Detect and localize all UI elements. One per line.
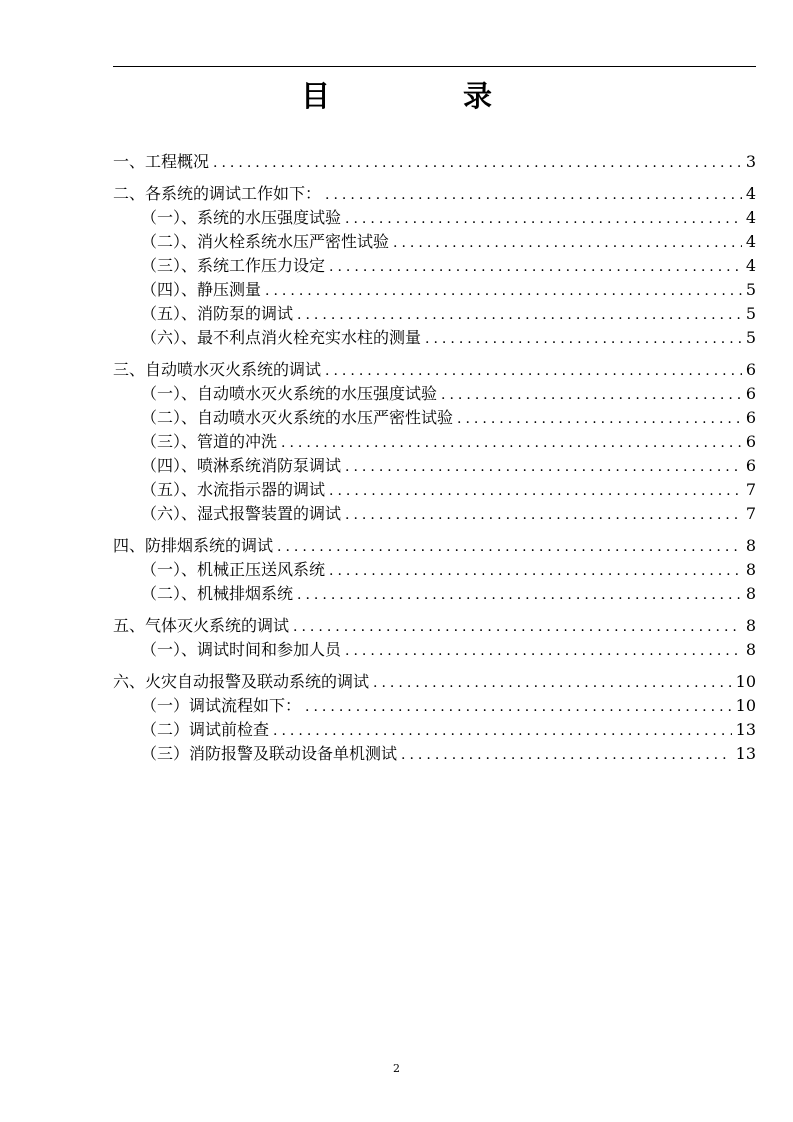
toc-entry[interactable] — [113, 326, 756, 350]
toc-entry[interactable] — [113, 502, 756, 526]
toc-entry[interactable] — [113, 718, 756, 742]
toc-entry-page: 8 — [745, 536, 756, 555]
toc-entry-page: 5 — [745, 280, 756, 299]
toc-entry-title: （一）调试流程如下： — [141, 696, 302, 715]
toc-entry-page: 4 — [745, 208, 756, 227]
page-number: 2 — [393, 1062, 400, 1075]
toc-dot-leader — [373, 671, 732, 695]
toc-entry[interactable] — [113, 638, 756, 662]
toc-entry-page: 13 — [735, 720, 756, 739]
toc-dot-leader — [329, 479, 742, 503]
toc-dot-leader — [305, 695, 732, 719]
toc-dot-leader — [213, 151, 742, 175]
toc-dot-leader — [325, 359, 742, 383]
toc-entry-page: 8 — [745, 616, 756, 635]
page-title: 目 录 — [300, 79, 544, 113]
toc-entry-page: 6 — [745, 456, 756, 475]
toc-entry-title: （六）、最不利点消火栓充实水柱的测量 — [141, 328, 422, 347]
toc-dot-leader — [393, 231, 742, 255]
toc-dot-leader — [329, 559, 742, 583]
toc-entry[interactable] — [113, 206, 756, 230]
toc-dot-leader — [457, 407, 742, 431]
toc-entry-title: （一）、机械正压送风系统 — [141, 560, 326, 579]
toc-entry[interactable] — [113, 150, 756, 174]
toc-entry-title: （一）、自动喷水灭火系统的水压强度试验 — [141, 384, 438, 403]
toc-entry-page: 7 — [745, 480, 756, 499]
toc-entry-title: 二、各系统的调试工作如下： — [113, 184, 322, 203]
toc-dot-leader — [345, 207, 742, 231]
toc-entry-title: （四）、喷淋系统消防泵调试 — [141, 456, 342, 475]
toc-entry-page: 8 — [745, 584, 756, 603]
toc-dot-leader — [401, 743, 732, 767]
toc-entry[interactable] — [113, 534, 756, 558]
toc-entry-title: （二）、消火栓系统水压严密性试验 — [141, 232, 390, 251]
toc-entry-page: 4 — [745, 184, 756, 203]
toc-entry[interactable] — [113, 406, 756, 430]
header-rule — [113, 66, 756, 67]
toc-entry[interactable] — [113, 454, 756, 478]
toc-dot-leader — [273, 719, 732, 743]
toc-entry[interactable] — [113, 358, 756, 382]
toc-dot-leader — [277, 535, 742, 559]
toc-entry-page: 3 — [745, 152, 756, 171]
toc-entry-page: 5 — [745, 328, 756, 347]
toc-entry-page: 8 — [745, 640, 756, 659]
toc-entry-title: 五、气体灭火系统的调试 — [113, 616, 290, 635]
toc-entry[interactable] — [113, 254, 756, 278]
toc-dot-leader — [345, 503, 742, 527]
toc-entry-page: 6 — [745, 360, 756, 379]
toc-entry-title: （二）、机械排烟系统 — [141, 584, 294, 603]
table-of-contents — [113, 150, 756, 766]
toc-entry-page: 10 — [735, 696, 756, 715]
toc-entry-page: 7 — [745, 504, 756, 523]
toc-entry-title: （三）消防报警及联动设备单机测试 — [141, 744, 398, 763]
toc-entry-title: （六）、湿式报警装置的调试 — [141, 504, 342, 523]
toc-entry-title: （三）、管道的冲洗 — [141, 432, 278, 451]
toc-entry-title: （一）、调试时间和参加人员 — [141, 640, 342, 659]
toc-entry[interactable] — [113, 478, 756, 502]
toc-entry-title: （五）、消防泵的调试 — [141, 304, 294, 323]
toc-entry[interactable] — [113, 558, 756, 582]
toc-dot-leader — [441, 383, 742, 407]
toc-dot-leader — [297, 303, 742, 327]
toc-entry[interactable] — [113, 582, 756, 606]
toc-entry-title: （五）、水流指示器的调试 — [141, 480, 326, 499]
toc-entry-title: 四、防排烟系统的调试 — [113, 536, 274, 555]
toc-entry[interactable] — [113, 670, 756, 694]
toc-entry-title: （一）、系统的水压强度试验 — [141, 208, 342, 227]
toc-entry-page: 6 — [745, 432, 756, 451]
toc-dot-leader — [297, 583, 742, 607]
toc-entry-page: 8 — [745, 560, 756, 579]
toc-dot-leader — [345, 455, 742, 479]
toc-entry[interactable] — [113, 614, 756, 638]
toc-entry-title: （二）、自动喷水灭火系统的水压严密性试验 — [141, 408, 454, 427]
toc-entry[interactable] — [113, 742, 756, 766]
toc-entry-title: （四）、静压测量 — [141, 280, 262, 299]
toc-entry[interactable] — [113, 278, 756, 302]
toc-dot-leader — [425, 327, 742, 351]
toc-entry-title: 一、工程概况 — [113, 152, 210, 171]
toc-entry-title: （二）调试前检查 — [141, 720, 270, 739]
toc-entry-page: 5 — [745, 304, 756, 323]
toc-entry[interactable] — [113, 430, 756, 454]
toc-entry-title: 六、火灾自动报警及联动系统的调试 — [113, 672, 370, 691]
toc-dot-leader — [345, 639, 742, 663]
toc-entry-page: 4 — [745, 256, 756, 275]
toc-dot-leader — [293, 615, 742, 639]
toc-dot-leader — [329, 255, 742, 279]
toc-entry-page: 6 — [745, 408, 756, 427]
toc-entry[interactable] — [113, 382, 756, 406]
toc-entry-page: 13 — [735, 744, 756, 763]
toc-dot-leader — [281, 431, 742, 455]
toc-entry-title: （三）、系统工作压力设定 — [141, 256, 326, 275]
toc-entry[interactable] — [113, 182, 756, 206]
toc-dot-leader — [325, 183, 742, 207]
toc-dot-leader — [265, 279, 742, 303]
toc-entry-page: 4 — [745, 232, 756, 251]
toc-entry-title: 三、自动喷水灭火系统的调试 — [113, 360, 322, 379]
toc-entry-page: 10 — [735, 672, 756, 691]
toc-entry[interactable] — [113, 230, 756, 254]
toc-entry-page: 6 — [745, 384, 756, 403]
toc-entry[interactable] — [113, 694, 756, 718]
toc-entry[interactable] — [113, 302, 756, 326]
